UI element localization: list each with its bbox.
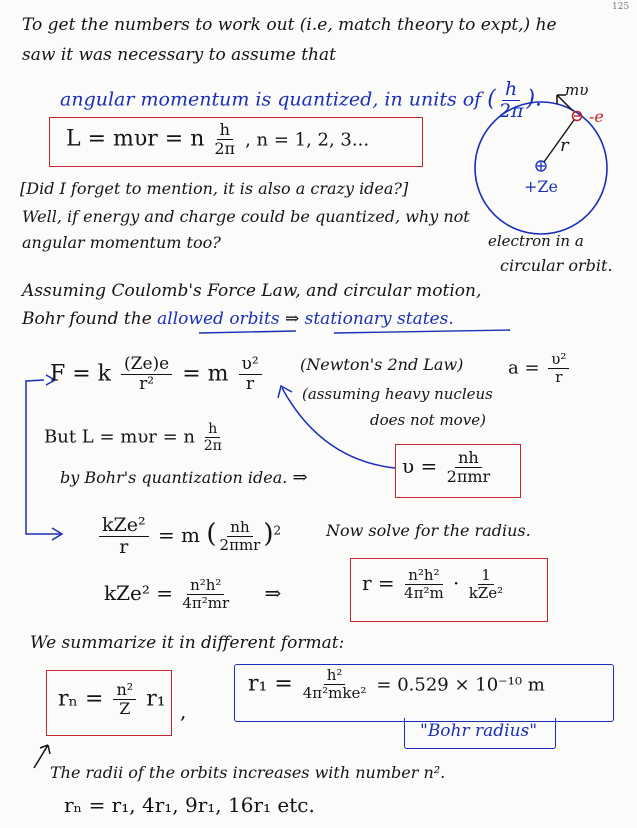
radius-dot: · xyxy=(453,571,460,595)
r1-equation xyxy=(248,668,545,701)
kze-lhs: kZe² = xyxy=(104,581,173,605)
force-equation xyxy=(50,356,265,393)
substitution-equation: $\frac{\text{kZe²}}{r}$ = m ( $\frac{nh}{\text{2πmr}}$ )$^2$ xyxy=(96,516,281,557)
assuming-bohr-found: Bohr found the xyxy=(22,309,152,329)
rn-comma: , xyxy=(180,699,187,723)
diagram-electron-label: -e xyxy=(589,107,604,126)
velocity-equation xyxy=(402,450,493,485)
crazy-note: [Did I forget to mention, it is also a crazy idea?] xyxy=(20,179,409,198)
subst-frac: $\frac{\text{kZe²}}{r}$ xyxy=(99,516,149,557)
force-eq-m: = m xyxy=(182,361,229,387)
subst-power: 2 xyxy=(273,523,282,538)
r1-value: = 0.529 × 10⁻¹⁰ m xyxy=(376,674,545,696)
well-line-2: angular momentum too? xyxy=(22,233,221,252)
accel-frac: $\frac{\text{υ²}}{r}$ xyxy=(548,352,569,385)
subst-mid: = m xyxy=(157,523,201,547)
bohr-idea-line xyxy=(60,468,308,489)
newton-law: (Newton's 2nd Law) xyxy=(300,355,464,374)
kze-frac: $\frac{\text{n²h²}}{\text{4π²mr}}$ xyxy=(182,576,230,612)
intro-line-2: saw it was necessary to assume that xyxy=(22,45,336,65)
page-number: 125 xyxy=(612,2,630,12)
radius-lhs: r = xyxy=(362,571,395,595)
kze-equation xyxy=(104,578,281,611)
diagram-caption-1: electron in a xyxy=(488,232,584,250)
accel-lhs: a = xyxy=(508,357,540,379)
but-frac: $\frac{h}{2\pi}$ xyxy=(203,421,222,454)
r1-frac: $\frac{\text{h²}}{\text{4π²mke²}}$ xyxy=(302,666,367,702)
kze-arrow: ⇒ xyxy=(264,581,282,605)
velocity-frac: $\frac{nh}{\text{2πmr}}$ xyxy=(446,448,491,486)
radius-equation xyxy=(362,568,506,601)
radius-frac-1: $\frac{\text{n²h²}}{\text{4π²m}}$ xyxy=(404,566,444,602)
accel-eq xyxy=(508,352,572,385)
subst-inner-frac: $\frac{nh}{\text{2πmr}}$ xyxy=(219,518,261,554)
implies-arrow: ⇒ xyxy=(284,309,300,329)
heavy-nucleus-1: (assuming heavy nucleus xyxy=(302,385,493,403)
diagram-nucleus-label: +Ze xyxy=(524,177,558,196)
velocity-lhs: υ = xyxy=(402,454,438,478)
but-line xyxy=(44,422,225,453)
eq1-frac: $\frac{h}{2\pi}$ xyxy=(214,120,236,158)
eq1-n-values: , n = 1, 2, 3... xyxy=(245,129,370,151)
bracket-arrowhead xyxy=(46,375,62,540)
radii-note-arrow xyxy=(34,745,50,768)
assuming-line-1: Assuming Coulomb's Force Law, and circular motion, xyxy=(22,281,482,301)
summary-line: We summarize it in different format: xyxy=(30,633,345,653)
force-lhs: F = k xyxy=(50,361,112,387)
but-text: But L = mυr = n xyxy=(44,426,195,448)
bohr-idea-arrow: ⇒ xyxy=(292,467,308,488)
assuming-line-2 xyxy=(22,310,454,330)
radii-increase-line: The radii of the orbits increases with number n². xyxy=(50,763,446,782)
radius-line xyxy=(544,120,574,162)
quantized-statement: angular momentum is quantized, in units of ( $\frac{h}{2\pi}$ ). xyxy=(60,78,543,122)
stationary-states: stationary states. xyxy=(304,309,454,329)
eq1-lhs: L = mυr = n xyxy=(66,126,205,152)
bohr-idea-text: by Bohr's quantization idea. xyxy=(60,468,288,487)
diagram-mv: mυ xyxy=(565,81,589,99)
radii-series-line: rₙ = r₁, 4r₁, 9r₁, 16r₁ etc. xyxy=(64,793,315,817)
radius-frac-2: $\frac{1}{\text{kZe²}}$ xyxy=(468,566,504,602)
angular-momentum-equation xyxy=(66,122,369,157)
heavy-nucleus-2: does not move) xyxy=(370,411,486,429)
substitution-bracket xyxy=(26,380,60,534)
diagram-caption-2: circular orbit. xyxy=(500,256,613,275)
well-line-1: Well, if energy and charge could be quantized, why not xyxy=(22,207,470,226)
allowed-orbits: allowed orbits xyxy=(157,309,280,329)
h-over-2pi: $\frac{h}{2\pi}$ xyxy=(498,78,524,122)
force-frac: $\frac{(Ze)e}{\text{r²}}$ xyxy=(121,356,172,393)
rn-equation xyxy=(58,682,166,717)
diagram-r: r xyxy=(560,135,569,156)
rn-frac: $\frac{\text{n²}}{Z}$ xyxy=(113,682,136,717)
r1-lhs: r₁ = xyxy=(248,671,293,697)
intro-line-1: To get the numbers to work out (i.e, match theory to expt,) he xyxy=(22,15,557,35)
force-v-frac: $\frac{\text{υ²}}{r}$ xyxy=(239,356,262,393)
stationary-underline xyxy=(334,330,510,333)
solve-radius: Now solve for the radius. xyxy=(326,521,531,540)
allowed-underline xyxy=(199,331,296,333)
bohr-radius-label: "Bohr radius" xyxy=(420,721,538,741)
quantized-text: angular momentum is quantized, in units of xyxy=(60,88,482,111)
rn-lhs: rₙ = xyxy=(58,686,104,712)
rn-rhs: r₁ xyxy=(146,686,166,712)
